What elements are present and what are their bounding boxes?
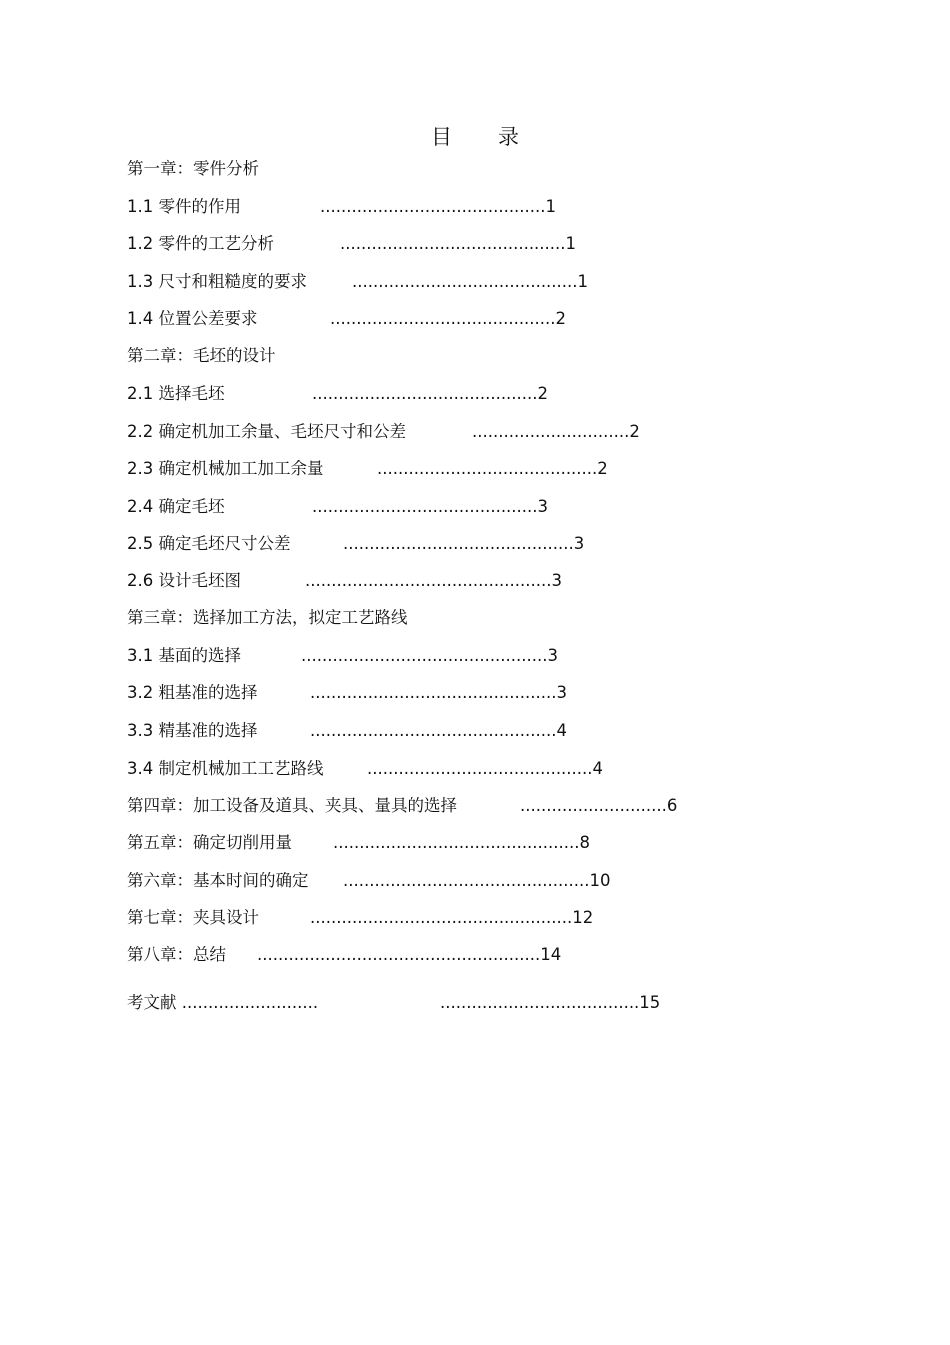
toc-entry-label: 3.3 精基准的选择 (127, 721, 258, 740)
toc-entry-leader: ...............................................3 (305, 571, 563, 590)
toc-entry-label: 第五章：确定切削用量 (127, 833, 292, 852)
toc-entry-leader: ......................................15 (440, 993, 661, 1012)
toc-entry-label: 3.4 制定机械加工工艺路线 (127, 759, 324, 778)
toc-entry-label: 2.2 确定机加工余量、毛坯尺寸和公差 (127, 422, 406, 441)
toc-entry-label: 1.4 位置公差要求 (127, 309, 258, 328)
toc-entry-label: 2.6 设计毛坯图 (127, 571, 241, 590)
toc-entry-label: 第二章：毛坯的设计 (127, 346, 276, 365)
toc-entry-leader: ...........................................3 (312, 497, 549, 516)
toc-entry-label: 2.3 确定机械加工加工余量 (127, 459, 324, 478)
title-char-right: 录 (498, 125, 519, 149)
toc-entry-leader: ...........................................1 (340, 234, 577, 253)
toc-entry-leader: ......................................................14 (257, 945, 562, 964)
toc-entry-leader: ...........................................2 (330, 309, 567, 328)
toc-entry-leader: ..............................2 (472, 422, 640, 441)
toc-entry-label: 第四章：加工设备及道具、夹具、量具的选择 (127, 796, 457, 815)
toc-entry-leader: ...............................................4 (310, 721, 568, 740)
toc-entry-label: 第一章：零件分析 (127, 159, 259, 178)
page-title (0, 121, 950, 151)
toc-entry-label: 1.3 尺寸和粗糙度的要求 (127, 272, 307, 291)
title-char-left: 目 (431, 125, 452, 149)
toc-entry-label: 1.1 零件的作用 (127, 197, 241, 216)
toc-entry-leader: ............................6 (520, 796, 678, 815)
toc-entry-leader: ...........................................1 (320, 197, 557, 216)
toc-entry-leader: ...........................................2 (312, 384, 549, 403)
toc-entry-label: 第六章：基本时间的确定 (127, 871, 309, 890)
toc-entry-leader: ...........................................4 (367, 759, 604, 778)
toc-entry-leader: ...............................................3 (301, 646, 559, 665)
toc-entry-label: 第三章：选择加工方法，拟定工艺路线 (127, 608, 408, 627)
toc-entry-leader: ...............................................8 (333, 833, 591, 852)
toc-entry-leader: ...............................................10 (343, 871, 611, 890)
toc-entry-label: 第七章：夹具设计 (127, 908, 259, 927)
toc-entry-label: 2.1 选择毛坯 (127, 384, 225, 403)
toc-entry-label: 3.1 基面的选择 (127, 646, 241, 665)
toc-entry-leader: ...........................................1 (352, 272, 589, 291)
toc-entry-leader: ..................................................12 (310, 908, 594, 927)
toc-entry-label: 考文献 .......................... (127, 993, 319, 1012)
toc-entry-leader: ............................................3 (343, 534, 585, 553)
toc-entry-leader: ...............................................3 (310, 683, 568, 702)
toc-entry-label: 1.2 零件的工艺分析 (127, 234, 274, 253)
toc-entry-label: 第八章：总结 (127, 945, 226, 964)
toc-entry-label: 2.4 确定毛坯 (127, 497, 225, 516)
toc-entry-label: 3.2 粗基准的选择 (127, 683, 258, 702)
toc-entry-label: 2.5 确定毛坯尺寸公差 (127, 534, 291, 553)
toc-entry-leader: ..........................................2 (377, 459, 608, 478)
